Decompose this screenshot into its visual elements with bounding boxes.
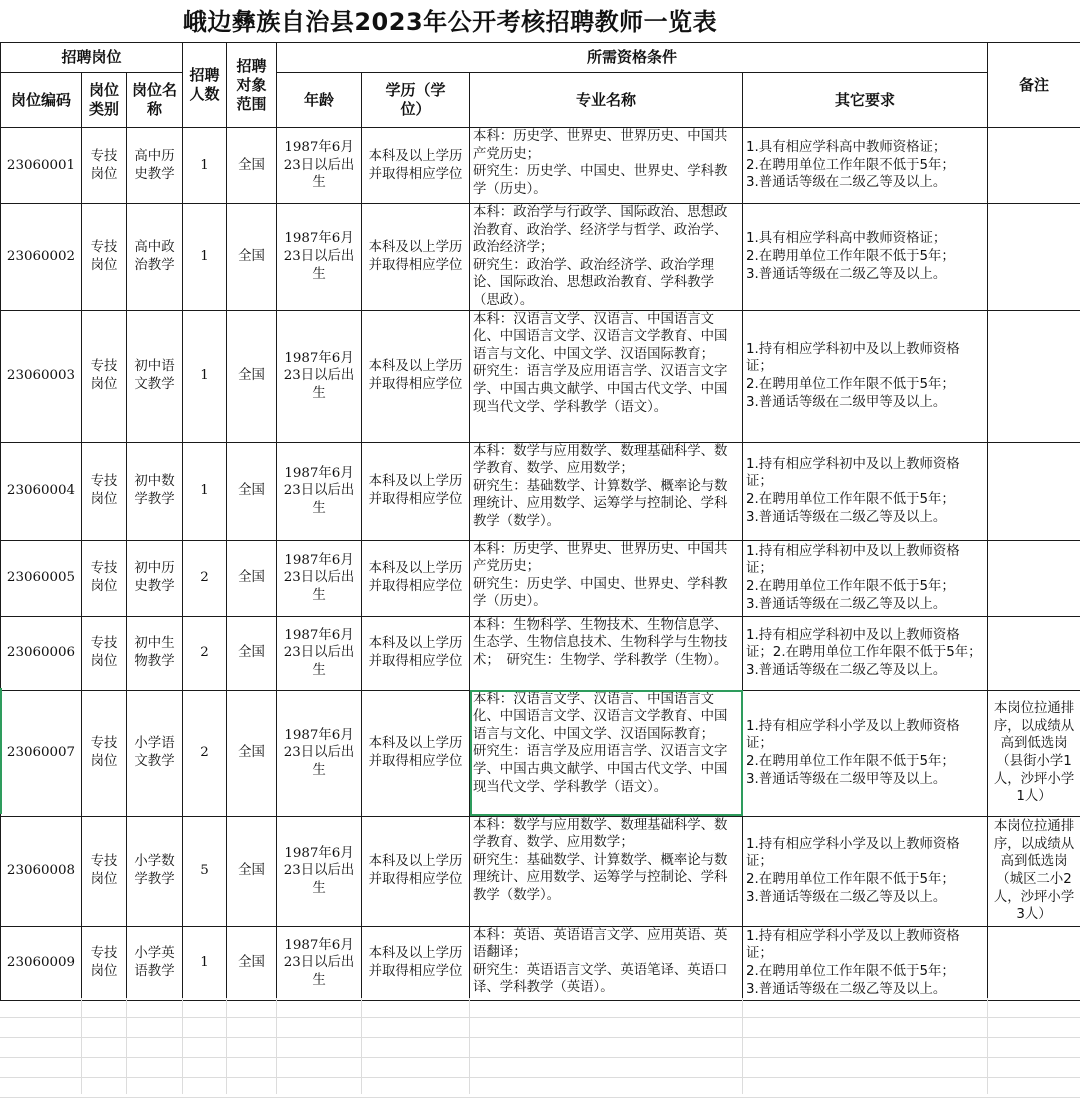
post-code-cell[interactable] xyxy=(1,816,82,926)
education-cell[interactable] xyxy=(362,816,470,926)
header-remark[interactable]: 备注 xyxy=(988,43,1080,128)
header-other[interactable]: 其它要求 xyxy=(743,73,988,128)
post-type-cell-text: 专技岗位 xyxy=(89,635,118,670)
post-code-cell[interactable] xyxy=(1,690,82,816)
table-row xyxy=(1,128,1080,204)
education-cell[interactable] xyxy=(362,204,470,311)
post-type-cell-text: 专技岗位 xyxy=(89,239,118,274)
table-row xyxy=(1,540,1080,616)
scope-cell[interactable] xyxy=(227,128,277,204)
remark-cell-text: 本岗位拉通排序，以成绩从高到低选岗（城区二小2人，沙坪小学3人） xyxy=(991,818,1077,924)
education-cell-text: 本科及以上学历并取得相应学位 xyxy=(367,945,463,980)
education-cell[interactable] xyxy=(362,540,470,616)
post-name-cell[interactable] xyxy=(127,310,183,442)
scope-cell-text: 全国 xyxy=(230,367,273,385)
post-code-cell-text: 23060006 xyxy=(4,644,78,662)
post-code-cell[interactable] xyxy=(1,540,82,616)
age-cell[interactable] xyxy=(277,816,362,926)
empty-row[interactable] xyxy=(0,998,1080,1018)
post-type-cell-text: 专技岗位 xyxy=(89,358,118,393)
post-type-cell[interactable] xyxy=(82,540,127,616)
major-cell-text: 本科：数学与应用数学、数理基础科学、数学教育、数学、应用数学； 研究生：基础数学、计算数学、概率论与数理统计、应用数学、运筹学与控制论、学科教学（数学）。 xyxy=(473,817,739,905)
headcount-cell-text: 2 xyxy=(186,644,223,662)
post-name-cell-text: 初中数学教学 xyxy=(133,473,176,508)
age-cell-text: 1987年6月23日以后出生 xyxy=(280,845,358,898)
table-row xyxy=(1,816,1080,926)
age-cell-text: 1987年6月23日以后出生 xyxy=(280,139,358,192)
post-type-cell[interactable] xyxy=(82,926,127,1000)
post-code-cell-text: 23060001 xyxy=(4,157,78,175)
education-cell-text: 本科及以上学历并取得相应学位 xyxy=(367,735,463,770)
age-cell[interactable] xyxy=(277,442,362,540)
post-code-cell-text: 23060002 xyxy=(4,248,78,266)
scope-cell[interactable] xyxy=(227,442,277,540)
header-row-2 xyxy=(1,73,1080,128)
major-cell-text: 本科：历史学、世界史、世界历史、中国共产党历史； 研究生：历史学、中国史、世界史、学科教学（历史）。 xyxy=(473,541,739,611)
grid-line xyxy=(182,998,183,1094)
age-cell[interactable] xyxy=(277,204,362,311)
age-cell-text: 1987年6月23日以后出生 xyxy=(280,552,358,605)
headcount-cell[interactable] xyxy=(183,310,227,442)
grid-line xyxy=(987,998,988,1094)
grid-line xyxy=(742,998,743,1094)
recruitment-table xyxy=(0,42,1080,1001)
major-cell-text: 本科：英语、英语语言文学、应用英语、英语翻译； 研究生：英语语言文学、英语笔译、英语口译、学科教学（英语）。 xyxy=(473,927,739,997)
scope-cell-text: 全国 xyxy=(230,644,273,662)
education-cell[interactable] xyxy=(362,616,470,690)
remark-cell[interactable] xyxy=(988,816,1080,926)
scope-cell-text: 全国 xyxy=(230,248,273,266)
table-row xyxy=(1,926,1080,1000)
other-requirements-cell-text: 1.持有相应学科小学及以上教师资格证； 2.在聘用单位工作年限不低于5年； 3.普通话等级在二级乙等及以上。 xyxy=(746,928,984,998)
headcount-cell[interactable] xyxy=(183,540,227,616)
other-requirements-cell[interactable] xyxy=(743,310,988,442)
empty-row[interactable] xyxy=(0,1058,1080,1078)
scope-cell-text: 全国 xyxy=(230,482,273,500)
post-type-cell-text: 专技岗位 xyxy=(89,473,118,508)
education-cell-text: 本科及以上学历并取得相应学位 xyxy=(367,635,463,670)
post-code-cell-text: 23060003 xyxy=(4,367,78,385)
post-name-cell-text: 初中生物教学 xyxy=(133,635,176,670)
post-code-cell[interactable] xyxy=(1,310,82,442)
other-requirements-cell[interactable] xyxy=(743,690,988,816)
education-cell[interactable] xyxy=(362,128,470,204)
age-cell-text: 1987年6月23日以后出生 xyxy=(280,727,358,780)
post-code-cell-text: 23060004 xyxy=(4,482,78,500)
grid-line xyxy=(226,998,227,1094)
scope-cell-text: 全国 xyxy=(230,157,273,175)
remark-cell[interactable] xyxy=(988,690,1080,816)
major-cell[interactable] xyxy=(470,540,743,616)
post-type-cell-text: 专技岗位 xyxy=(89,148,118,183)
scope-cell[interactable] xyxy=(227,690,277,816)
post-type-cell-text: 专技岗位 xyxy=(89,945,118,980)
major-cell[interactable] xyxy=(470,204,743,311)
headcount-cell[interactable] xyxy=(183,128,227,204)
table-row xyxy=(1,690,1080,816)
age-cell-text: 1987年6月23日以后出生 xyxy=(280,230,358,283)
scope-cell[interactable] xyxy=(227,204,277,311)
post-name-cell[interactable] xyxy=(127,442,183,540)
header-age[interactable]: 年龄 xyxy=(277,73,362,128)
sheet-title: 峨边彝族自治县2023年公开考核招聘教师一览表 xyxy=(0,0,900,42)
education-cell-text: 本科及以上学历并取得相应学位 xyxy=(367,239,463,274)
headcount-cell-text: 1 xyxy=(186,954,223,972)
post-name-cell-text: 初中语文教学 xyxy=(133,358,176,393)
education-cell-text: 本科及以上学历并取得相应学位 xyxy=(367,560,463,595)
other-requirements-cell-text: 1.具有相应学科高中教师资格证； 2.在聘用单位工作年限不低于5年； 3.普通话等级在二级乙等及以上。 xyxy=(746,230,984,283)
header-type[interactable] xyxy=(82,73,127,128)
post-type-cell-text: 专技岗位 xyxy=(89,853,118,888)
header-edu-text: 学历（学位） xyxy=(383,81,449,119)
header-name[interactable] xyxy=(127,73,183,128)
remark-cell[interactable] xyxy=(988,926,1080,1000)
post-name-cell-text: 高中政治教学 xyxy=(133,239,176,274)
post-type-cell[interactable] xyxy=(82,442,127,540)
major-cell[interactable] xyxy=(470,690,743,816)
other-requirements-cell[interactable] xyxy=(743,204,988,311)
scope-cell[interactable] xyxy=(227,310,277,442)
scope-cell-text: 全国 xyxy=(230,954,273,972)
empty-row[interactable] xyxy=(0,1018,1080,1038)
post-name-cell[interactable] xyxy=(127,128,183,204)
other-requirements-cell-text: 1.持有相应学科小学及以上教师资格证； 2.在聘用单位工作年限不低于5年； 3.普通话等级在二级甲等及以上。 xyxy=(746,718,984,788)
age-cell-text: 1987年6月23日以后出生 xyxy=(280,350,358,403)
scope-cell[interactable] xyxy=(227,616,277,690)
major-cell[interactable] xyxy=(470,442,743,540)
header-count-text: 招聘人数 xyxy=(188,66,221,104)
header-row-1 xyxy=(1,43,1080,73)
other-requirements-cell[interactable] xyxy=(743,540,988,616)
headcount-cell-text: 2 xyxy=(186,569,223,587)
header-edu[interactable] xyxy=(362,73,470,128)
major-cell-text: 本科：历史学、世界史、世界历史、中国共产党历史； 研究生：历史学、中国史、世界史、学科教学（历史）。 xyxy=(473,128,739,198)
headcount-cell[interactable] xyxy=(183,690,227,816)
headcount-cell[interactable] xyxy=(183,442,227,540)
post-name-cell[interactable] xyxy=(127,690,183,816)
remark-cell[interactable] xyxy=(988,128,1080,204)
post-type-cell[interactable] xyxy=(82,310,127,442)
headcount-cell-text: 1 xyxy=(186,248,223,266)
post-code-cell[interactable] xyxy=(1,926,82,1000)
post-code-cell[interactable] xyxy=(1,442,82,540)
education-cell-text: 本科及以上学历并取得相应学位 xyxy=(367,148,463,183)
post-name-cell[interactable] xyxy=(127,540,183,616)
post-name-cell-text: 小学语文教学 xyxy=(133,735,176,770)
header-code[interactable]: 岗位编码 xyxy=(1,73,82,128)
post-name-cell[interactable] xyxy=(127,204,183,311)
major-cell-text: 本科：汉语言文学、汉语言、中国语言文化、中国语言文学、汉语言文学教育、中国语言与文化、中国文学、汉语国际教育； 研究生：语言学及应用语言学、汉语言文字学、中国古典文献学、中国古代文学、中国现当代文学、学科教学（语文）。 xyxy=(473,311,739,417)
scope-cell-text: 全国 xyxy=(230,744,273,762)
other-requirements-cell[interactable] xyxy=(743,442,988,540)
post-code-cell-text: 23060007 xyxy=(4,744,78,762)
other-requirements-cell[interactable] xyxy=(743,926,988,1000)
post-name-cell[interactable] xyxy=(127,926,183,1000)
headcount-cell[interactable] xyxy=(183,816,227,926)
other-requirements-cell[interactable] xyxy=(743,128,988,204)
remark-cell[interactable] xyxy=(988,616,1080,690)
grid-line xyxy=(81,998,82,1094)
major-cell[interactable] xyxy=(470,128,743,204)
scope-cell[interactable] xyxy=(227,540,277,616)
grid-line xyxy=(276,998,277,1094)
major-cell[interactable] xyxy=(470,616,743,690)
education-cell-text: 本科及以上学历并取得相应学位 xyxy=(367,853,463,888)
age-cell[interactable] xyxy=(277,128,362,204)
post-code-cell-text: 23060005 xyxy=(4,569,78,587)
other-requirements-cell-text: 1.持有相应学科初中及以上教师资格证； 2.在聘用单位工作年限不低于5年； 3.普通话等级在二级乙等及以上。 xyxy=(746,543,984,613)
grid-line xyxy=(126,998,127,1094)
post-name-cell[interactable] xyxy=(127,816,183,926)
major-cell[interactable] xyxy=(470,310,743,442)
header-name-text: 岗位名称 xyxy=(131,81,179,119)
major-cell-text: 本科：数学与应用数学、数理基础科学、数学教育、数学、应用数学； 研究生：基础数学、计算数学、概率论与数理统计、应用数学、运筹学与控制论、学科教学（数学）。 xyxy=(473,443,739,531)
empty-row[interactable] xyxy=(0,1078,1080,1098)
major-cell-text: 本科：生物科学、生物技术、生物信息学、生态学、生物信息技术、生物科学与生物技术； 研究生：生物学、学科教学（生物）。 xyxy=(473,617,739,670)
headcount-cell-text: 1 xyxy=(186,482,223,500)
table-row xyxy=(1,442,1080,540)
header-group-requirements[interactable]: 所需资格条件 xyxy=(277,43,988,73)
remark-cell[interactable] xyxy=(988,540,1080,616)
header-major[interactable]: 专业名称 xyxy=(470,73,743,128)
education-cell[interactable] xyxy=(362,690,470,816)
post-type-cell[interactable] xyxy=(82,204,127,311)
scope-cell-text: 全国 xyxy=(230,569,273,587)
education-cell[interactable] xyxy=(362,442,470,540)
remark-cell[interactable] xyxy=(988,310,1080,442)
other-requirements-cell-text: 1.持有相应学科初中及以上教师资格证； 2.在聘用单位工作年限不低于5年； 3.普通话等级在二级乙等及以上。 xyxy=(746,456,984,526)
empty-grid-rows xyxy=(0,998,1080,1098)
education-cell[interactable] xyxy=(362,926,470,1000)
headcount-cell-text: 2 xyxy=(186,744,223,762)
post-type-cell[interactable] xyxy=(82,128,127,204)
other-requirements-cell[interactable] xyxy=(743,616,988,690)
post-type-cell[interactable] xyxy=(82,816,127,926)
education-cell-text: 本科及以上学历并取得相应学位 xyxy=(367,473,463,508)
age-cell[interactable] xyxy=(277,540,362,616)
table-row xyxy=(1,310,1080,442)
major-cell-text: 本科：汉语言文学、汉语言、中国语言文化、中国语言文学、汉语言文学教育、中国语言与文化、中国文学、汉语国际教育； 研究生：语言学及应用语言学、汉语言文字学、中国古典文献学、中国古代文学、中国现当代文学、学科教学（语文）。 xyxy=(473,691,739,797)
table-row xyxy=(1,204,1080,311)
age-cell-text: 1987年6月23日以后出生 xyxy=(280,465,358,518)
scope-cell-text: 全国 xyxy=(230,862,273,880)
remark-cell[interactable] xyxy=(988,442,1080,540)
post-type-cell[interactable] xyxy=(82,616,127,690)
table-row xyxy=(1,616,1080,690)
post-code-cell-text: 23060009 xyxy=(4,954,78,972)
remark-cell-text: 本岗位拉通排序，以成绩从高到低选岗（县街小学1人，沙坪小学1人） xyxy=(991,700,1077,806)
grid-line xyxy=(469,998,470,1094)
age-cell[interactable] xyxy=(277,616,362,690)
header-count[interactable] xyxy=(183,43,227,128)
other-requirements-cell-text: 1.具有相应学科高中教师资格证； 2.在聘用单位工作年限不低于5年； 3.普通话等级在二级乙等及以上。 xyxy=(746,139,984,192)
post-code-cell[interactable] xyxy=(1,204,82,311)
headcount-cell[interactable] xyxy=(183,204,227,311)
post-code-cell-text: 23060008 xyxy=(4,862,78,880)
header-scope-text: 招聘对象范围 xyxy=(235,57,268,114)
post-name-cell[interactable] xyxy=(127,616,183,690)
age-cell[interactable] xyxy=(277,926,362,1000)
post-name-cell-text: 小学英语教学 xyxy=(133,945,176,980)
post-type-cell-text: 专技岗位 xyxy=(89,560,118,595)
selection-row-marker xyxy=(0,688,2,814)
header-type-text: 岗位类别 xyxy=(88,81,121,119)
post-name-cell-text: 高中历史教学 xyxy=(133,148,176,183)
education-cell-text: 本科及以上学历并取得相应学位 xyxy=(367,358,463,393)
other-requirements-cell-text: 1.持有相应学科初中及以上教师资格证； 2.在聘用单位工作年限不低于5年； 3.普通话等级在二级甲等及以上。 xyxy=(746,341,984,411)
post-name-cell-text: 初中历史教学 xyxy=(133,560,176,595)
header-scope[interactable] xyxy=(227,43,277,128)
post-name-cell-text: 小学数学教学 xyxy=(133,853,176,888)
post-type-cell[interactable] xyxy=(82,690,127,816)
major-cell[interactable] xyxy=(470,926,743,1000)
major-cell-text: 本科：政治学与行政学、国际政治、思想政治教育、政治学、经济学与哲学、政治学、政治经济学； 研究生：政治学、政治经济学、政治学理论、国际政治、思想政治教育、学科教学（思政）。 xyxy=(473,204,739,310)
headcount-cell-text: 1 xyxy=(186,157,223,175)
post-type-cell-text: 专技岗位 xyxy=(89,735,118,770)
education-cell[interactable] xyxy=(362,310,470,442)
other-requirements-cell-text: 1.持有相应学科初中及以上教师资格证；2.在聘用单位工作年限不低于5年； 3.普通话等级在二级乙等及以上。 xyxy=(746,627,984,680)
headcount-cell[interactable] xyxy=(183,926,227,1000)
other-requirements-cell[interactable] xyxy=(743,816,988,926)
age-cell[interactable] xyxy=(277,690,362,816)
headcount-cell-text: 1 xyxy=(186,367,223,385)
other-requirements-cell-text: 1.持有相应学科小学及以上教师资格证； 2.在聘用单位工作年限不低于5年； 3.普通话等级在二级乙等及以上。 xyxy=(746,836,984,906)
headcount-cell[interactable] xyxy=(183,616,227,690)
scope-cell[interactable] xyxy=(227,816,277,926)
scope-cell[interactable] xyxy=(227,926,277,1000)
headcount-cell-text: 5 xyxy=(186,862,223,880)
age-cell-text: 1987年6月23日以后出生 xyxy=(280,937,358,990)
empty-row[interactable] xyxy=(0,1038,1080,1058)
post-code-cell[interactable] xyxy=(1,616,82,690)
remark-cell[interactable] xyxy=(988,204,1080,311)
post-code-cell[interactable] xyxy=(1,128,82,204)
grid-line xyxy=(361,998,362,1094)
age-cell-text: 1987年6月23日以后出生 xyxy=(280,627,358,680)
age-cell[interactable] xyxy=(277,310,362,442)
major-cell[interactable] xyxy=(470,816,743,926)
header-group-post[interactable]: 招聘岗位 xyxy=(1,43,183,73)
